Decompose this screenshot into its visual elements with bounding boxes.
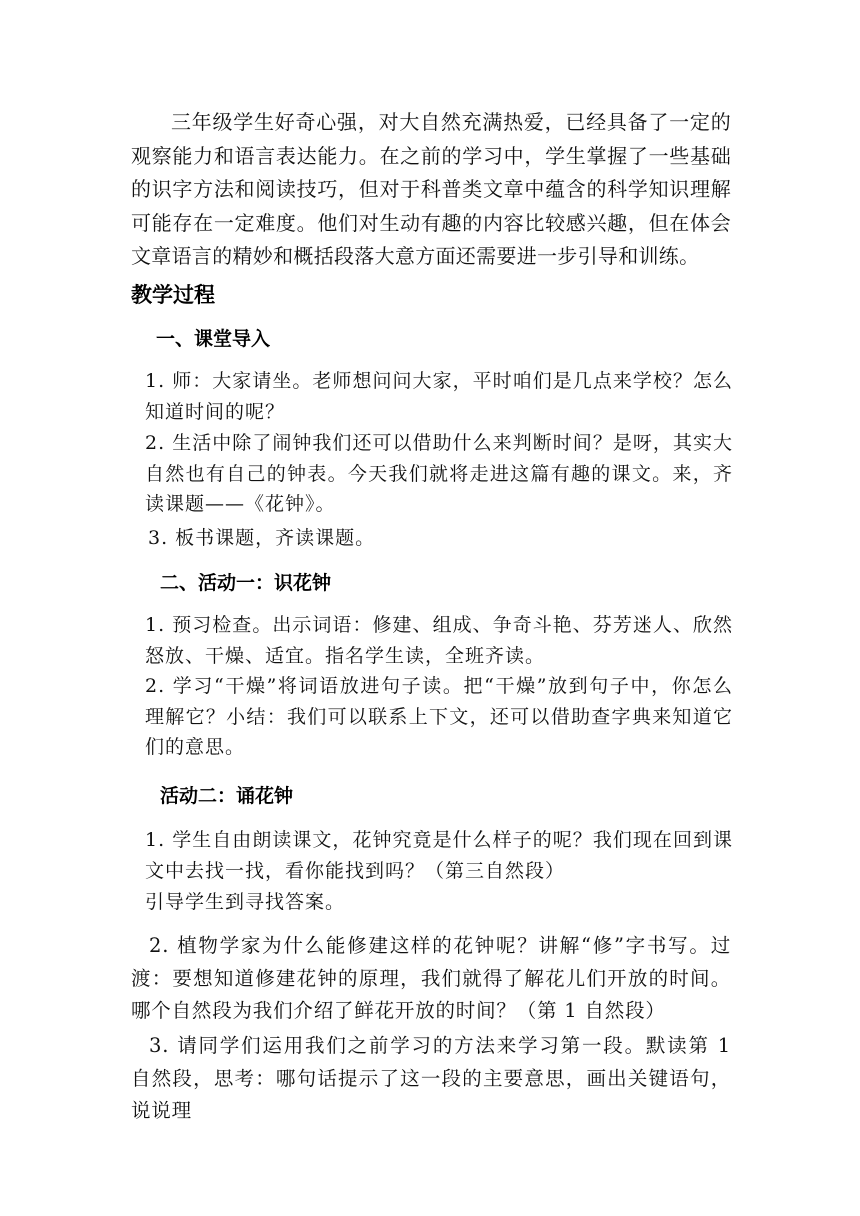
section-title-teaching-process: 教学过程 [131,283,215,307]
list-item: 引导学生到寻找答案。 [145,891,346,913]
section-heading-introduction: 一、课堂导入 [156,328,271,350]
section-heading-activity-two: 活动二：诵花钟 [160,785,294,807]
list-item: 1. 预习检查。出示词语：修建、组成、争奇斗艳、芬芳迷人、欣然怒放、干燥、适宜。指名学生读，全班齐读。 [145,614,733,667]
list-item: 1. 学生自由朗读课文，花钟究竟是什么样子的呢？我们现在回到课文中去找一找，看你能找到吗？（第三自然段） [145,829,733,882]
list-item: 1. 师：大家请坐。老师想问问大家，平时咱们是几点来学校？怎么知道时间的呢？ [145,370,733,423]
list-item: 2. 植物学家为什么能修建这样的花钟呢？讲解“修”字书写。过渡：要想知道修建花钟的原理，我们就得了解花儿们开放的时间。哪个自然段为我们介绍了鲜花开放的时间？（第 1 自然段） [131,934,731,1022]
list-item: 2. 学习“干燥”将词语放进句子读。把“干燥”放到句子中，你怎么理解它？小结：我们可以联系上下文，还可以借助查字典来知道它们的意思。 [145,675,733,758]
intro-paragraph: 三年级学生好奇心强，对大自然充满热爱，已经具备了一定的观察能力和语言表达能力。在之前的学习中，学生掌握了一些基础的识字方法和阅读技巧，但对于科普类文章中蕴含的科学知识理解可能存在一定难度。他们对生动有趣的内容比较感兴趣，但在体会文章语言的精妙和概括段落大意方面还需要进一步引导和训练。 [131,110,731,268]
list-item: 2. 生活中除了闹钟我们还可以借助什么来判断时间？是呀，其实大自然也有自己的钟表。今天我们就将走进这篇有趣的课文。来，齐读课题——《花钟》。 [145,432,733,515]
section-heading-activity-one: 二、活动一：识花钟 [160,572,332,594]
list-item: 3. 请同学们运用我们之前学习的方法来学习第一段。默读第 1 自然段，思考：哪句话提示了这一段的主要意思，画出关键语句，说说理 [131,1034,731,1122]
list-item: 3. 板书课题，齐读课题。 [148,527,376,549]
